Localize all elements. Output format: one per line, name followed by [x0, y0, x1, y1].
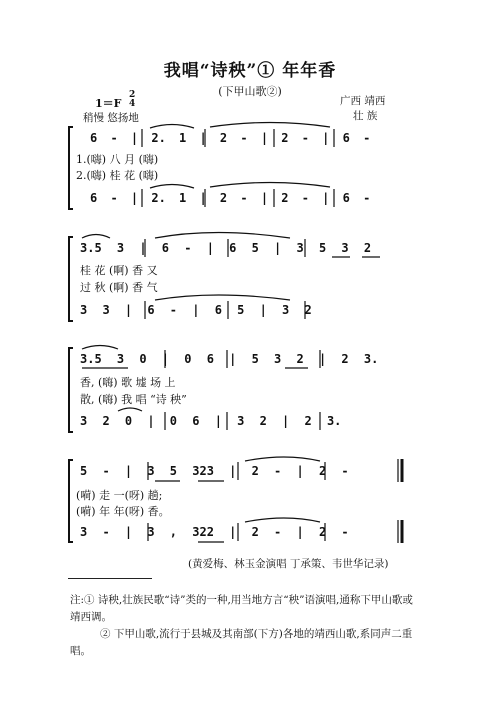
system-3-melody: 3.5 3 0 | 0 6 | 5 3 2 | 2 3.	[80, 352, 379, 366]
tempo-marking: 稍慢 悠扬地	[83, 112, 139, 124]
system-4-melody: 5 - | 3 5 323 | 2 - | 2 -	[80, 464, 349, 478]
song-title: 我唱“诗秧”① 年年香	[163, 61, 337, 81]
footnote-2: ② 下甲山歌,流行于县城及其南部(下方)各地的靖西山歌,系同声二重唱。	[70, 628, 413, 657]
time-signature-top: 2	[129, 90, 136, 100]
song-subtitle: (下甲山歌②)	[218, 85, 282, 98]
footnote-1: 注:① 诗秧,壮族民歌“诗”类的一种,用当地方言“秧”语演唱,通称下甲山歌或靖西调。	[70, 594, 413, 623]
system-4-verse-1: (嗬) 走 一(呀) 趟;	[76, 489, 163, 502]
system-2-verse-1: 桂 花 (啊) 香 又	[80, 264, 158, 277]
key-signature: 1＝F	[95, 97, 122, 110]
system-3-verse-1: 香, (嗨) 歌 墟 场 上	[80, 376, 176, 389]
system-1-verse-2: 2.(嗨) 桂 花 (嗨)	[76, 169, 159, 182]
system-1-harmony: 6 - | 2. 1 | 2 - | 2 - | 6 -	[90, 191, 371, 205]
system-1-melody: 6 - | 2. 1 | 2 - | 2 - | 6 -	[90, 131, 371, 145]
region-credit: 广西 靖西	[340, 95, 386, 107]
system-3-bracket	[69, 348, 73, 432]
system-2-bracket	[69, 237, 73, 321]
system-3-verse-2: 散, (嗨) 我 唱 “诗 秧”	[80, 393, 187, 406]
time-signature-bottom: 4	[129, 99, 136, 109]
system-4-verse-2: (嗬) 年 年(呀) 香。	[76, 505, 170, 518]
footnote-divider	[68, 578, 152, 579]
system-2-melody: 3.5 3 | 6 - | 6 5 | 3 5 3 2	[80, 241, 372, 255]
system-2-verse-2: 过 秋 (啊) 香 气	[80, 281, 158, 294]
system-4-harmony: 3 - | 3 , 322 | 2 - | 2 -	[80, 525, 349, 539]
system-3-harmony: 3 2 0 | 0 6 | 3 2 | 2 3.	[80, 414, 342, 428]
system-1-bracket	[69, 127, 73, 209]
system-4-bracket	[69, 460, 73, 542]
ethnicity-credit: 壮 族	[353, 110, 378, 122]
system-2-harmony: 3 3 | 6 - | 6 5 | 3 2	[80, 303, 312, 317]
system-1-verse-1: 1.(嗨) 八 月 (嗨)	[76, 153, 159, 166]
performer-credit: (黄爱梅、林玉金演唱 丁承策、韦世华记录)	[188, 558, 389, 570]
